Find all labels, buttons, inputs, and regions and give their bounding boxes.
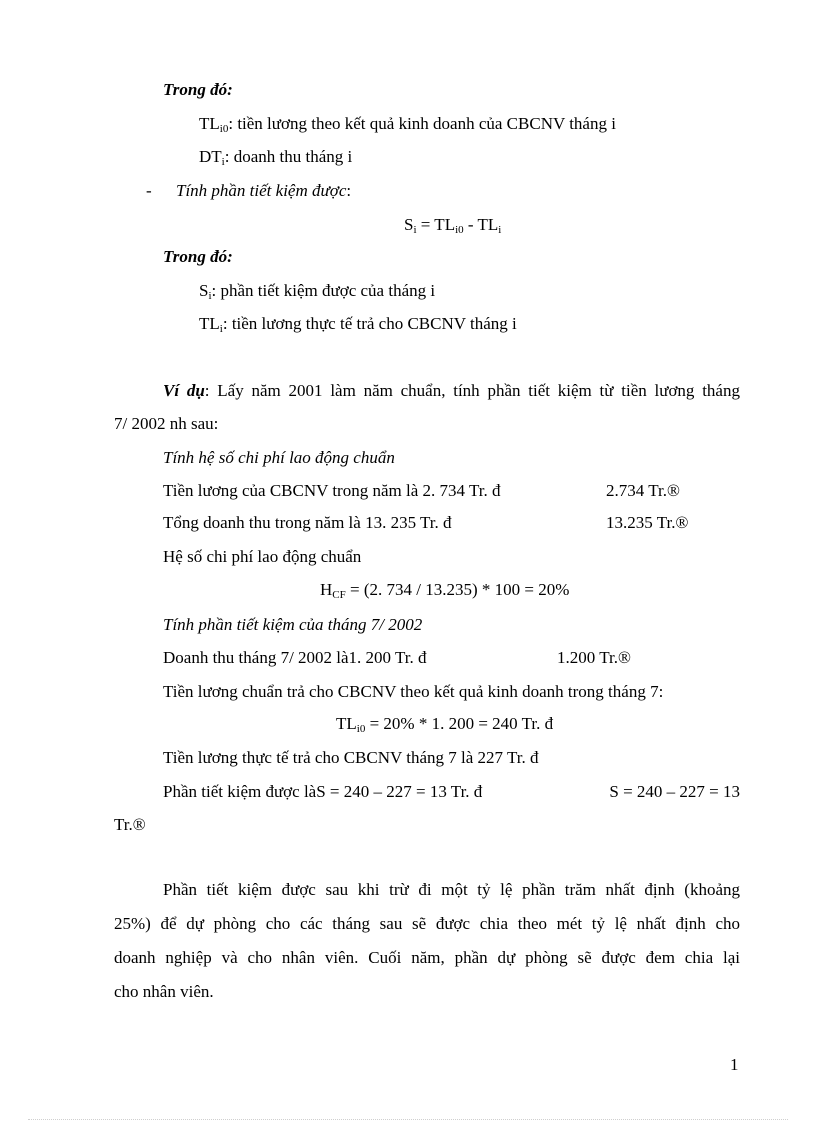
example-coefficient-label: Hệ số chi phí lao động chuẩn bbox=[163, 547, 362, 566]
definition-tl-i: $TL_i$: tiền lương thực tế trả cho CBCNV tháng i bbox=[199, 314, 517, 335]
example-standard-salary: Tiền lương chuẩn trả cho CBCNV theo kết quả kinh doanh trong tháng 7: bbox=[163, 682, 664, 701]
formula-tl-i0: $TL_{i0} = 20\% * 1$. 200 = 240 Tr. đ bbox=[336, 714, 554, 735]
example-monthly-revenue: Doanh thu tháng 7/ 2002 là1. 200 Tr. đ bbox=[163, 648, 427, 667]
formula-saving: $S_i = TL_{i0} - TL_i$ bbox=[404, 215, 502, 236]
closing-line-1: Phần tiết kiệm được sau khi trừ đi một tỷ lệ phần trăm nhất định (khoảng bbox=[163, 880, 740, 899]
page-number: 1 bbox=[730, 1055, 739, 1074]
example-subheading-1: Tính hệ số chi phí lao động chuẩn bbox=[163, 448, 395, 467]
definition-tl-i0: $TL_{i0}$: tiền lương theo kết quả kinh doanh của CBCNV tháng i bbox=[199, 114, 616, 135]
example-saving-value: S = 240 – 227 = 13 bbox=[609, 782, 740, 801]
closing-line-2: 25%) để dự phòng cho các tháng sau sẽ được chia theo mét tỷ lệ nhất định cho bbox=[114, 914, 740, 933]
closing-line-3: doanh nghiệp và cho nhân viên. Cuối năm, phần dự phòng sẽ được đem chia lại bbox=[114, 948, 740, 967]
example-saving-row: Phần tiết kiệm được làS = 240 – 227 = 13 Tr. đ bbox=[163, 782, 483, 801]
definition-s-i: $S_i$: phần tiết kiệm được của tháng i bbox=[199, 281, 436, 302]
example-intro: Ví dụ: Lấy năm 2001 làm năm chuẩn, tính phần tiết kiệm từ tiền lương tháng bbox=[163, 381, 740, 400]
example-saving-unit: Tr.® bbox=[114, 815, 146, 834]
closing-line-4: cho nhân viên. bbox=[114, 982, 214, 1001]
example-revenue-value: 13.235 Tr.® bbox=[606, 513, 689, 532]
example-actual-salary: Tiền lương thực tế trả cho CBCNV tháng 7 là 227 Tr. đ bbox=[163, 748, 539, 767]
section-heading-2: Trong đó: bbox=[163, 247, 233, 266]
definition-dt-i: $DT_i$: doanh thu tháng i bbox=[199, 147, 353, 168]
example-salary-row: Tiền lương của CBCNV trong năm là 2. 734 Tr. đ bbox=[163, 481, 501, 500]
example-salary-value: 2.734 Tr.® bbox=[606, 481, 680, 500]
bullet-dash: - bbox=[146, 181, 152, 200]
example-subheading-2: Tính phần tiết kiệm của tháng 7/ 2002 bbox=[163, 615, 423, 634]
page-divider bbox=[28, 1119, 788, 1120]
example-intro-cont: 7/ 2002 nh sau: bbox=[114, 414, 219, 433]
example-monthly-revenue-value: 1.200 Tr.® bbox=[557, 648, 631, 667]
bullet-item: Tính phần tiết kiệm được: bbox=[176, 181, 352, 200]
example-revenue-row: Tổng doanh thu trong năm là 13. 235 Tr. đ bbox=[163, 513, 452, 532]
formula-hcf: $H_{CF} = (2$. 734 / 13.235) * 100 = 20% bbox=[320, 580, 570, 601]
section-heading: Trong đó: bbox=[163, 80, 233, 99]
